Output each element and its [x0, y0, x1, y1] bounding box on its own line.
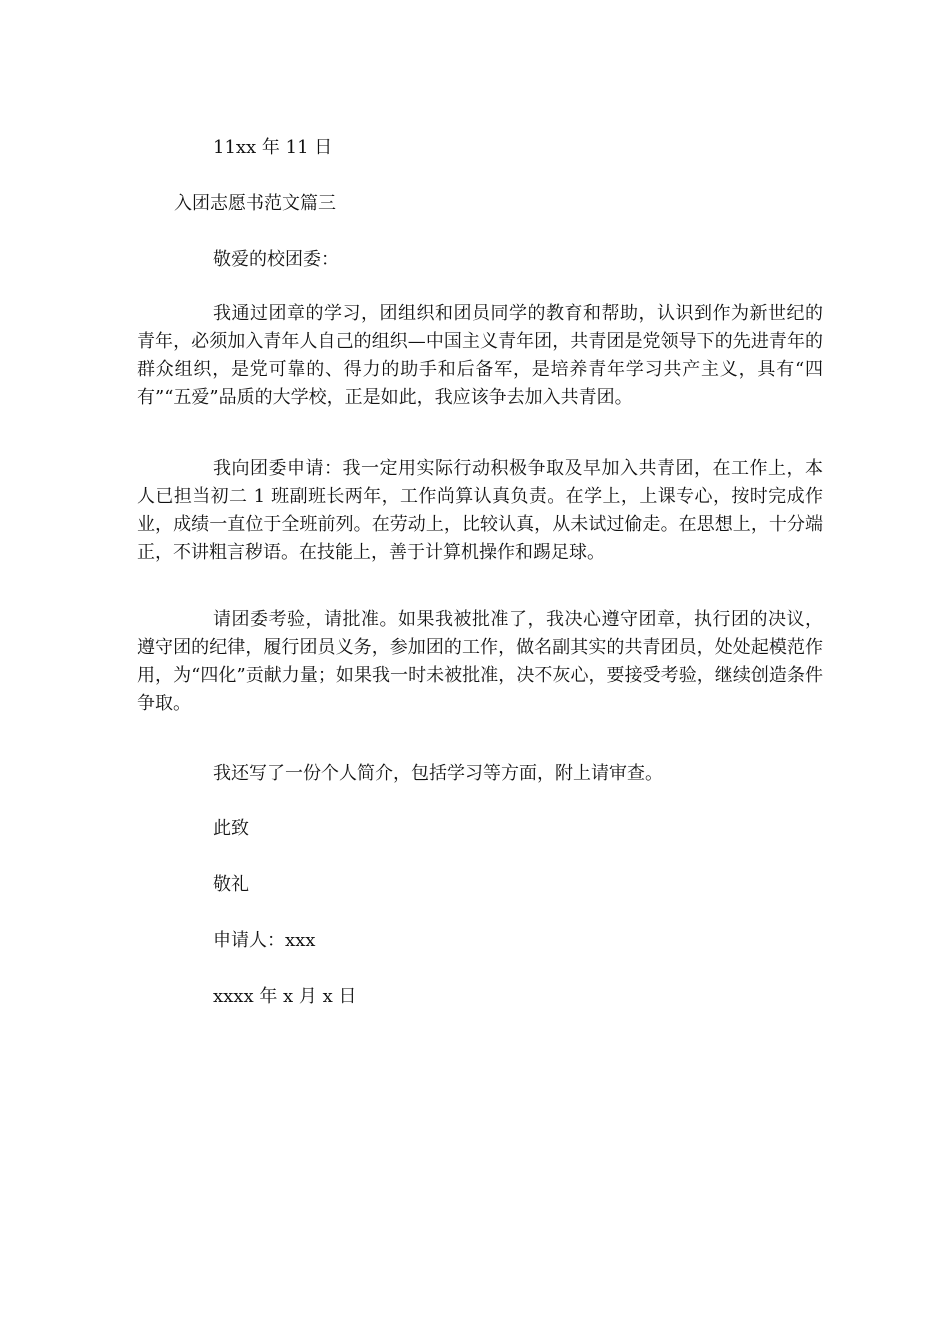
bottom-date: xxxx 年 x 月 x 日 [213, 986, 357, 1007]
top-date: 11xx 年 11 日 [213, 137, 333, 158]
document-heading: 入团志愿书范文篇三 [174, 193, 336, 214]
paragraph-3: 请团委考验，请批准。如果我被批准了，我决心遵守团章，执行团的决议，遵守团的纪律，履行团员义务，参加团的工作，做名副其实的共青团员，处处起模范作用，为“四化”贡献力量；如果我一时未被批准，决不灰心，要接受考验，继续创造条件争取。 [137, 609, 823, 714]
paragraph-2: 我向团委申请：我一定用实际行动积极争取及早加入共青团，在工作上，本人已担当初二 1 班副班长两年，工作尚算认真负责。在学上，上课专心，按时完成作业，成绩一直位于全班前列。在劳动上，比较认真，从未试过偷走。在思想上，十分端正，不讲粗言秽语。在技能上，善于计算机操作和踢足球。 [137, 458, 823, 563]
applicant-line: 申请人：xxx [213, 930, 316, 951]
closing-jingli: 敬礼 [213, 874, 249, 895]
closing-cizhi: 此致 [213, 818, 249, 839]
salutation: 敬爱的校团委： [213, 249, 339, 270]
paragraph-4: 我还写了一份个人简介，包括学习等方面，附上请审查。 [213, 763, 663, 784]
paragraph-1: 我通过团章的学习，团组织和团员同学的教育和帮助，认识到作为新世纪的青年，必须加入青年人自己的组织—中国主义青年团，共青团是党领导下的先进青年的群众组织，是党可靠的、得力的助手和后备军，是培养青年学习共产主义，具有“四有”“五爱”品质的大学校，正是如此，我应该争去加入共青团。 [137, 303, 823, 408]
